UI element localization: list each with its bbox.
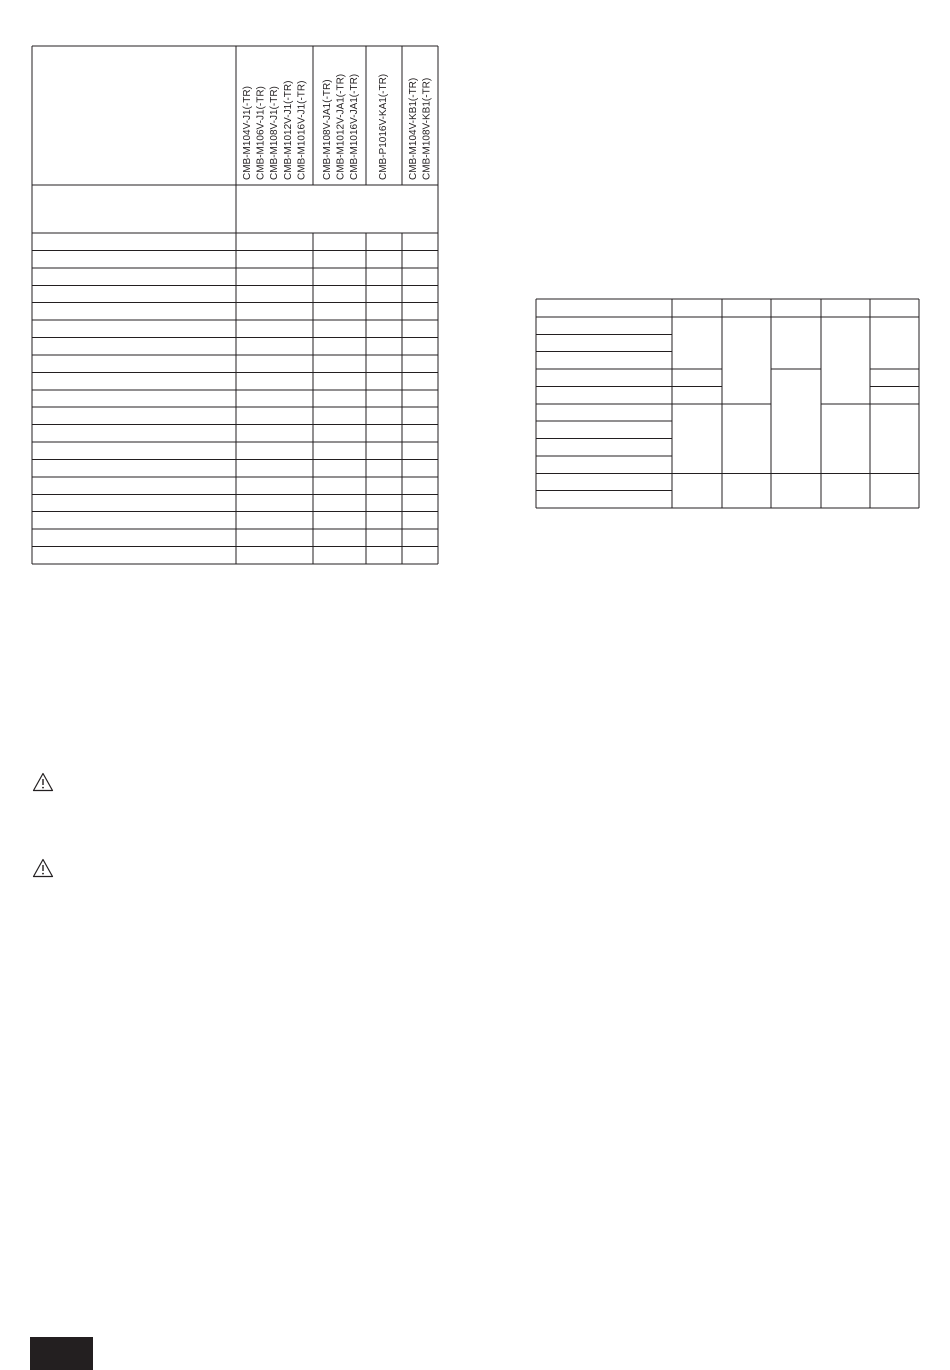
model-label: CMB-M1016V-J1(-TR)	[296, 80, 308, 180]
warning-triangle-icon	[32, 772, 54, 792]
model-label: CMB-M1016V-JA1(-TR)	[349, 73, 361, 180]
warning-triangle-icon	[32, 858, 54, 878]
model-label: CMB-M1012V-JA1(-TR)	[335, 73, 347, 180]
page-number-tab	[30, 1337, 93, 1370]
model-label: CMB-M1012V-J1(-TR)	[282, 80, 294, 180]
model-label: CMB-M104V-KB1(-TR)	[408, 77, 419, 180]
model-label: CMB-M106V-J1(-TR)	[255, 86, 267, 180]
model-label: CMB-M108V-J1(-TR)	[269, 86, 281, 180]
model-label: CMB-M108V-JA1(-TR)	[322, 79, 333, 180]
model-label: CMB-P1016V-KA1(-TR)	[378, 73, 389, 180]
combination-table	[0, 0, 950, 600]
model-label: CMB-M108V-KB1(-TR)	[421, 77, 433, 180]
model-label: CMB-M104V-J1(-TR)	[242, 86, 253, 180]
